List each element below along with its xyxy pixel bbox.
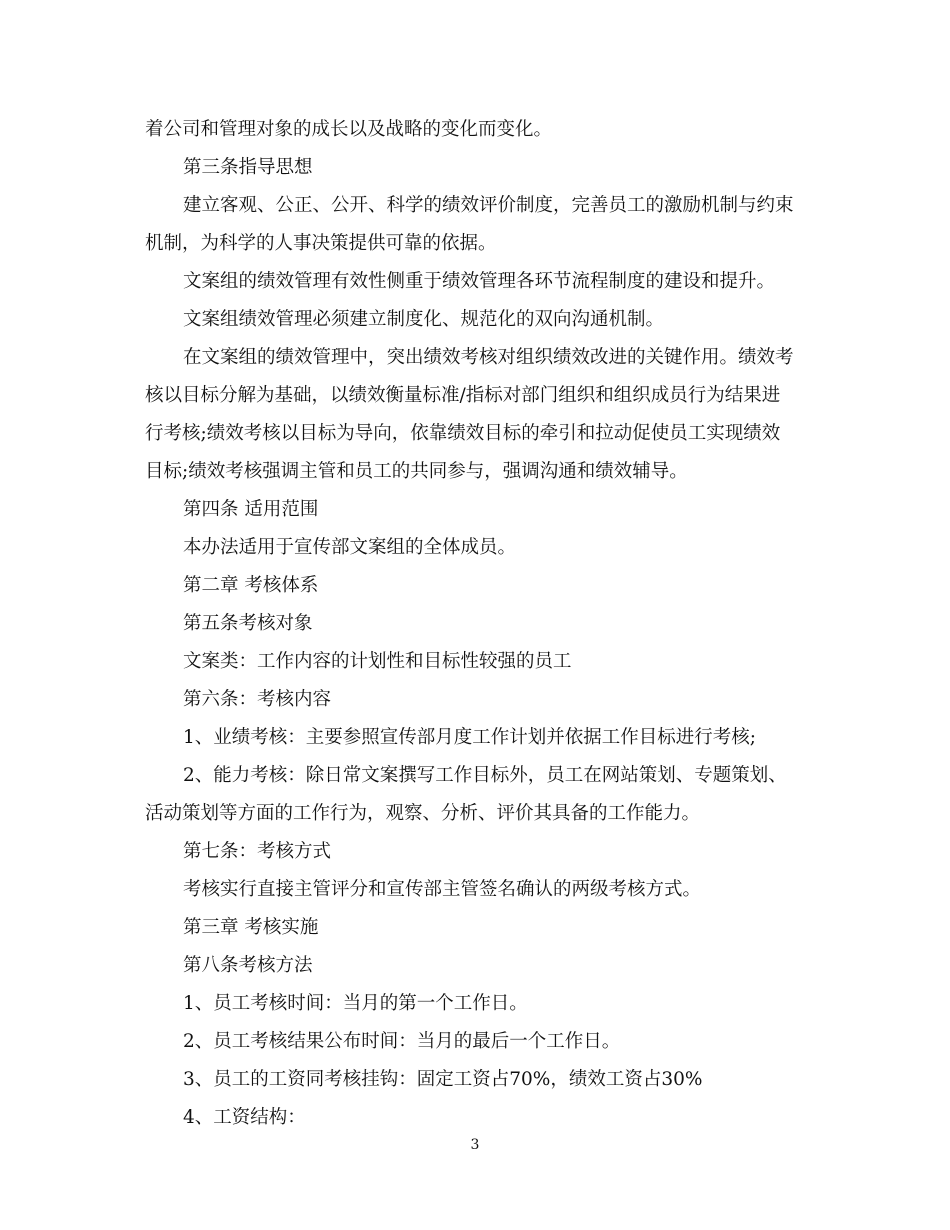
text-line: 本办法适用于宣传部文案组的全体成员。 <box>183 537 517 558</box>
text-line: 着公司和管理对象的成长以及战略的变化而变化。 <box>145 119 553 140</box>
text-line: 目标;绩效考核强调主管和员工的共同参与，强调沟通和绩效辅导。 <box>145 461 688 482</box>
section-heading: 第八条考核方法 <box>183 955 313 976</box>
list-item: 2、能力考核：除日常文案撰写工作目标外，员工在网站策划、专题策划、 <box>183 765 787 786</box>
chapter-heading: 第二章 考核体系 <box>183 575 319 596</box>
text-line: 在文案组的绩效管理中，突出绩效考核对组织绩效改进的关键作用。绩效考 <box>183 347 794 368</box>
text-line: 文案组的绩效管理有效性侧重于绩效管理各环节流程制度的建设和提升。 <box>183 271 776 292</box>
text-line: 文案组绩效管理必须建立制度化、规范化的双向沟通机制。 <box>183 309 665 330</box>
text-line: 活动策划等方面的工作行为，观察、分析、评价其具备的工作能力。 <box>145 803 701 824</box>
list-item: 2、员工考核结果公布时间：当月的最后一个工作日。 <box>183 1031 621 1052</box>
text-line: 文案类：工作内容的计划性和目标性较强的员工 <box>183 651 572 672</box>
text-line: 行考核;绩效考核以目标为导向，依靠绩效目标的牵引和拉动促使员工实现绩效 <box>145 423 781 444</box>
list-item: 1、员工考核时间：当月的第一个工作日。 <box>183 993 528 1014</box>
chapter-heading: 第三章 考核实施 <box>183 917 319 938</box>
section-heading: 第七条：考核方式 <box>183 841 332 862</box>
text-line: 建立客观、公正、公开、科学的绩效评价制度，完善员工的激励机制与约束 <box>183 195 794 216</box>
section-heading: 第六条：考核内容 <box>183 689 332 710</box>
text-line: 机制，为科学的人事决策提供可靠的依据。 <box>145 233 497 254</box>
list-item: 3、员工的工资同考核挂钩：固定工资占70%，绩效工资占30% <box>183 1069 703 1090</box>
text-line: 核以目标分解为基础，以绩效衡量标准/指标对部门组织和组织成员行为结果进 <box>145 385 781 406</box>
text-line: 第三条指导思想 <box>183 157 313 178</box>
list-item: 4、工资结构： <box>183 1107 306 1128</box>
list-item: 1、业绩考核：主要参照宣传部月度工作计划并依据工作目标进行考核; <box>183 727 757 748</box>
section-heading: 第五条考核对象 <box>183 613 313 634</box>
page-number: 3 <box>470 1137 480 1153</box>
section-heading: 第四条 适用范围 <box>183 499 319 520</box>
text-line: 考核实行直接主管评分和宣传部主管签名确认的两级考核方式。 <box>183 879 702 900</box>
